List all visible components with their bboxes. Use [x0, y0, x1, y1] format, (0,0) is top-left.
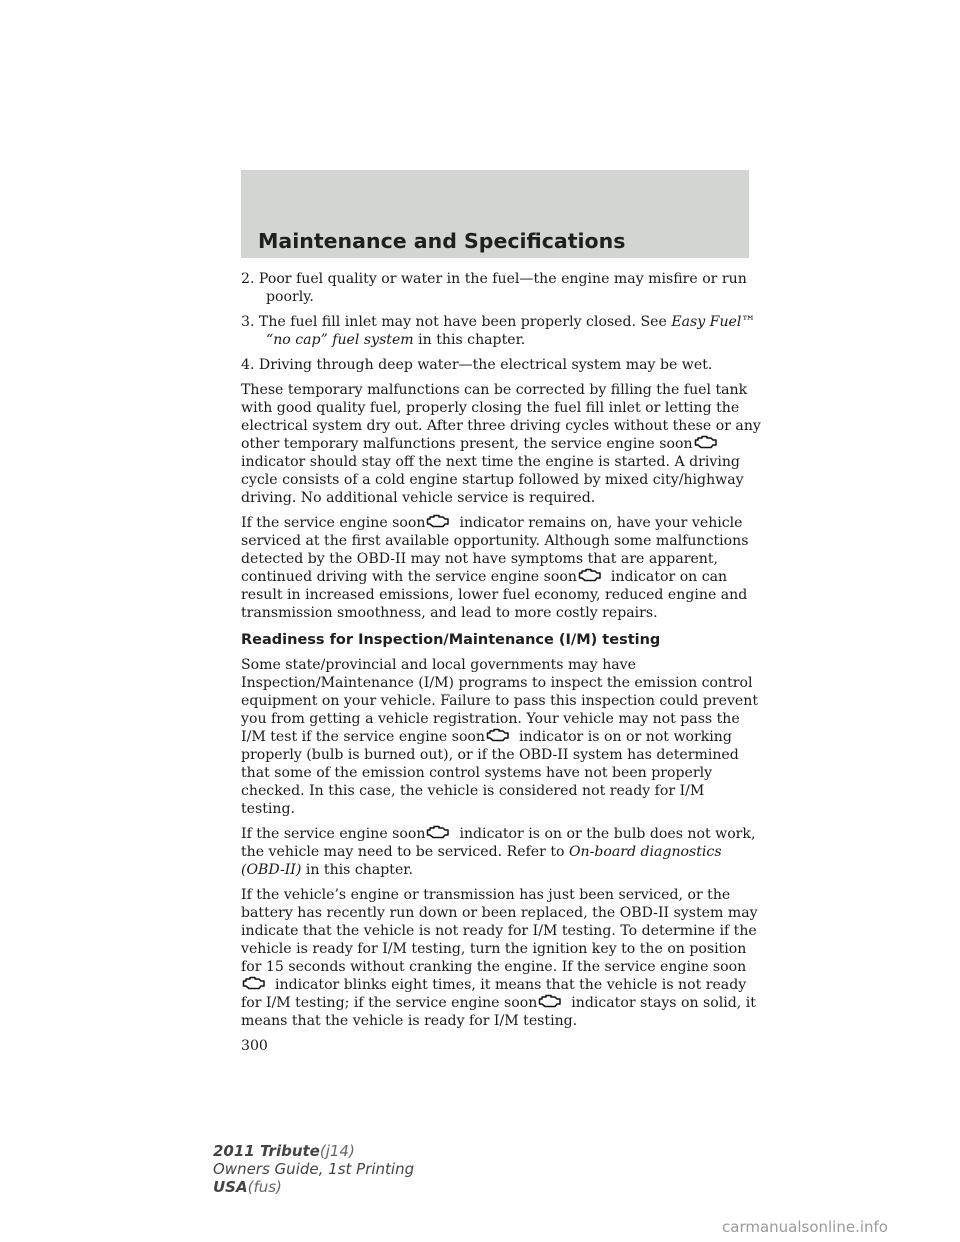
- check-engine-icon: [426, 514, 450, 528]
- check-engine-icon: [242, 976, 266, 990]
- print-footer: [213, 1142, 414, 1196]
- check-engine-icon: [694, 435, 718, 449]
- page-number: 300: [241, 1038, 268, 1054]
- check-engine-icon: [486, 728, 510, 742]
- check-engine-icon: [426, 825, 450, 839]
- section-title: Maintenance and Specifications: [258, 229, 626, 253]
- list-item-4: 4. Driving through deep water—the electrical system may be wet.: [241, 357, 713, 373]
- list-item-2: 2. Poor fuel quality or water in the fuel—the engine may misfire or run poorly.: [241, 271, 747, 305]
- footer-region-line: USA(fus): [213, 1178, 282, 1196]
- paragraph-indicator-remains-on: If the service engine soon indicator remains on, have your vehicle serviced at the first available opportunity. Although some malfunctions detected by the OBD-II may not have symptoms that are apparent, continued driving with the service engine soon indicator on can result in increased emissions, lower fuel economy, reduced engine and transmission smoothness, and lead to more costly repairs.: [241, 515, 749, 621]
- paragraph-im-programs: Some state/provincial and local governments may have Inspection/Maintenance (I/M) programs to inspect the emission control equipment on your vehicle. Failure to pass this inspection could prevent you from getting a vehicle registration. Your vehicle may not pass the I/M test if the service engine soon indicator is on or not working properly (bulb is burned out), or if the OBD-II system has determined that some of the emission control systems have not been properly checked. In this case, the vehicle is considered not ready for I/M testing.: [241, 657, 758, 817]
- list-item-3: 3. The fuel fill inlet may not have been properly closed. See Easy Fuel™ “no cap” fuel system in this chapter.: [241, 314, 756, 348]
- paragraph-temporary-malfunctions: These temporary malfunctions can be corrected by filling the fuel tank with good quality fuel, properly closing the fuel fill inlet or letting the electrical system dry out. After three driving cycles without these or any other temporary malfunctions present, the service engine soon indicator should stay off the next time the engine is started. A driving cycle consists of a cold engine startup followed by mixed city/highway driving. No additional vehicle service is required.: [241, 382, 761, 506]
- obd-ii-reference: On-board diagnostics (OBD-II): [241, 844, 722, 878]
- page-body: [241, 270, 761, 1062]
- footer-edition-line: Owners Guide, 1st Printing: [213, 1160, 415, 1178]
- readiness-subheading: Readiness for Inspection/Maintenance (I/M) testing: [241, 632, 661, 648]
- easy-fuel-reference: Easy Fuel™ “no cap” fuel system: [266, 314, 756, 348]
- paragraph-readiness-check: If the vehicle’s engine or transmission has just been serviced, or the battery has recently run down or been replaced, the OBD-II system may indicate that the vehicle is not ready for I/M testing. To determine if the vehicle is ready for I/M testing, turn the ignition key to the on position for 15 seconds without cranking the engine. If the service engine soon indicator blinks eight times, it means that the vehicle is not ready for I/M testing; if the service engine soon indicator stays on solid, it means that the vehicle is ready for I/M testing.: [241, 887, 758, 1029]
- footer-model-line: 2011 Tribute(j14): [213, 1142, 355, 1160]
- check-engine-icon: [578, 568, 602, 582]
- paragraph-bulb-not-working: If the service engine soon indicator is on or the bulb does not work, the vehicle may need to be serviced. Refer to On-board diagnostics (OBD-II) in this chapter.: [241, 826, 756, 878]
- watermark: carmanualsonline.info: [722, 1218, 888, 1236]
- check-engine-icon: [538, 994, 562, 1008]
